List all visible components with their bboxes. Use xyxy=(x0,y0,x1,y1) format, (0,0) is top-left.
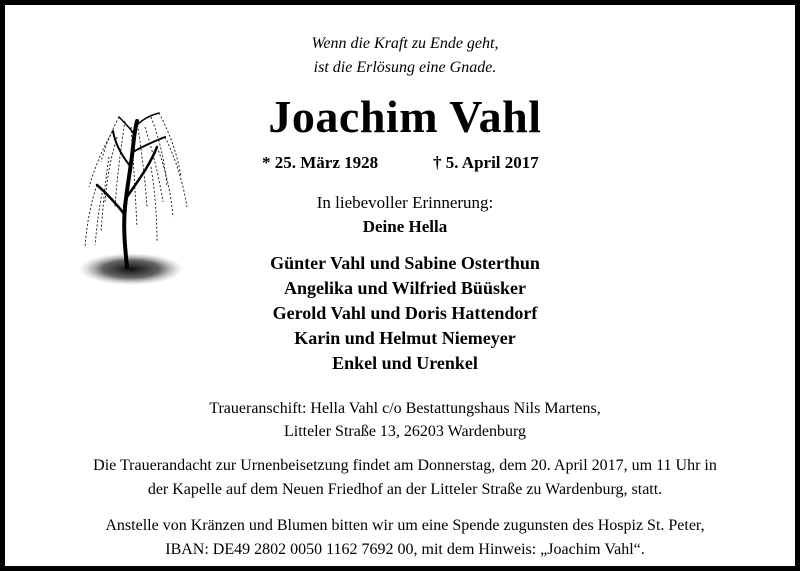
birth-date: * 25. März 1928 xyxy=(262,153,379,172)
mourner-line: Angelika und Wilfried Büüsker xyxy=(284,278,526,298)
service-notice xyxy=(5,454,800,502)
service-line-2: der Kapelle auf dem Neuen Friedhof an der Litteler Straße zu Wardenburg, statt. xyxy=(147,481,663,498)
donation-notice xyxy=(5,514,800,562)
service-line-1: Die Trauerandacht zur Urnenbeisetzung findet am Donnerstag, dem 20. April 2017, um 11 Uhr in xyxy=(93,457,717,474)
address-line-2: Litteler Straße 13, 26203 Wardenburg xyxy=(283,423,527,440)
address-line-1: Traueranschift: Hella Vahl c/o Bestattungshaus Nils Martens, xyxy=(209,400,601,417)
mourner-line: Günter Vahl und Sabine Osterthun xyxy=(270,253,540,273)
donation-line-2: IBAN: DE49 2802 0050 1162 7692 00, mit dem Hinweis: „Joachim Vahl“. xyxy=(165,541,645,558)
mourner-line: Karin und Helmut Niemeyer xyxy=(294,328,516,348)
spouse-name: Deine Hella xyxy=(362,217,448,236)
memory-intro: In liebevoller Erinnerung: xyxy=(316,193,494,212)
mourners-list xyxy=(5,251,800,376)
memorial-verse xyxy=(5,32,800,80)
mourning-address xyxy=(5,397,800,443)
mourner-line: Gerold Vahl und Doris Hattendorf xyxy=(272,303,538,323)
verse-line-1: Wenn die Kraft zu Ende geht, xyxy=(311,35,499,52)
donation-line-1: Anstelle von Kränzen und Blumen bitten wir um eine Spende zugunsten des Hospiz St. Peter, xyxy=(105,517,705,534)
deceased-name: Joachim Vahl xyxy=(268,91,542,142)
verse-line-2: ist die Erlösung eine Gnade. xyxy=(313,59,497,76)
mourner-line: Enkel und Urenkel xyxy=(332,353,478,373)
death-date: † 5. April 2017 xyxy=(433,153,539,172)
